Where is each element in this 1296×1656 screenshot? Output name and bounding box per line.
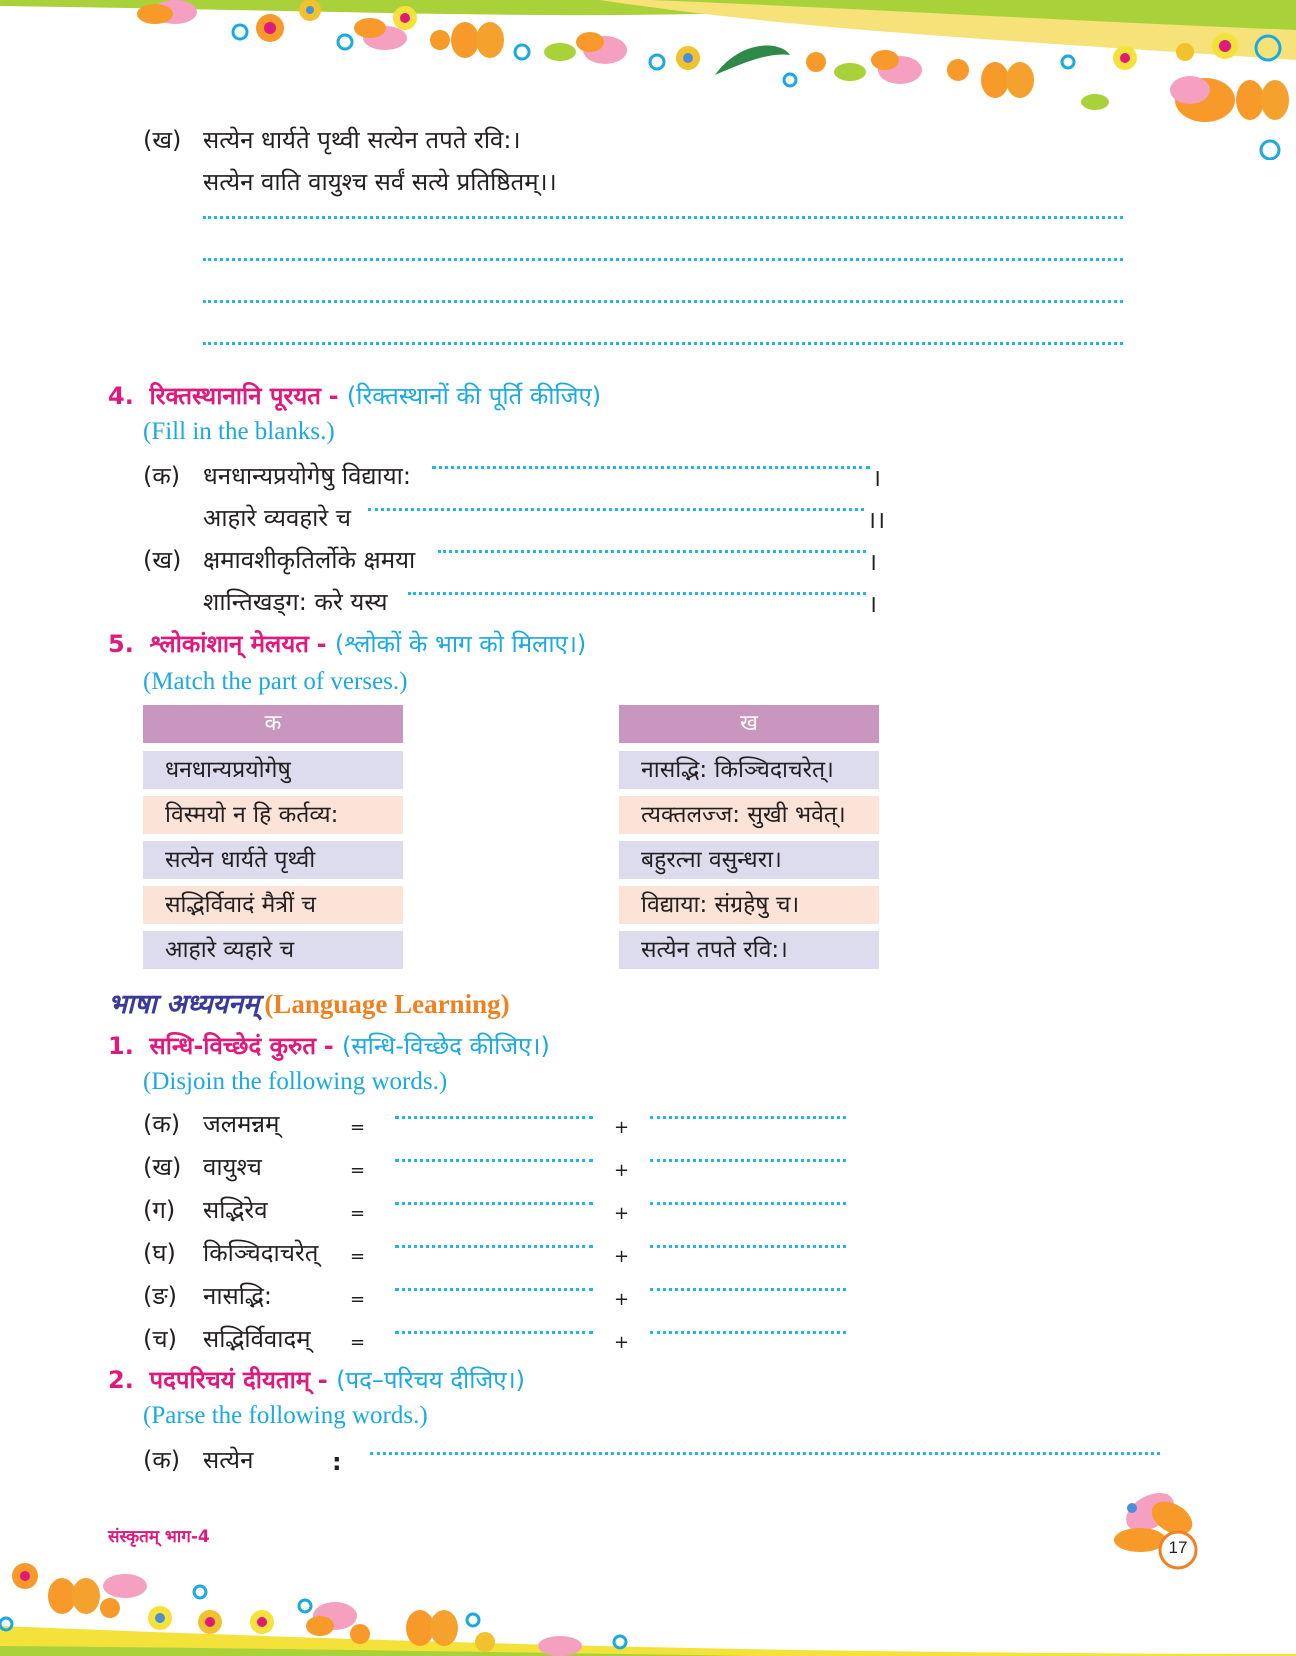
sandhi-word: नासद्भि: <box>203 1282 272 1310</box>
item-marker: (क) <box>143 1110 181 1138</box>
answer-line[interactable] <box>650 1202 846 1205</box>
answer-line[interactable] <box>203 300 1123 303</box>
blank-input[interactable] <box>438 550 866 553</box>
question-number: 4. <box>108 382 134 410</box>
question-hindi: (सन्धि-विच्छेद कीजिए।) <box>342 1032 550 1060</box>
section-heading <box>108 984 510 1021</box>
item-marker: (घ) <box>143 1239 176 1267</box>
blank-input[interactable] <box>368 508 864 511</box>
blank-text: धनधान्यप्रयोगेषु विद्याया: <box>203 462 411 490</box>
answer-line[interactable] <box>395 1116 593 1119</box>
column-a-header: क <box>143 705 403 743</box>
item-marker: (ग) <box>143 1196 176 1224</box>
answer-line[interactable] <box>370 1452 1160 1455</box>
item-marker: (ख) <box>143 546 182 574</box>
page-number: 17 <box>1168 1538 1188 1557</box>
question-hindi: (रिक्तस्थानों की पूर्ति कीजिए) <box>346 382 602 410</box>
column-b-header: ख <box>619 705 879 743</box>
question-title: पदपरिचयं दीयताम् <box>149 1366 311 1394</box>
item-marker: (ङ) <box>143 1282 178 1310</box>
match-right-item[interactable]: नासद्भि: किञ्चिदाचरेत्। <box>619 751 879 789</box>
book-title: संस्कृतम् भाग-4 <box>108 1527 210 1547</box>
danda: । <box>868 590 878 618</box>
sandhi-word: वायुश्च <box>203 1153 262 1181</box>
plus-sign: + <box>614 1117 630 1138</box>
danda: ।। <box>867 506 886 534</box>
question-hindi: (श्लोकों के भाग को मिलाए।) <box>334 630 587 658</box>
answer-line[interactable] <box>203 258 1123 261</box>
sandhi-word: जलमन्नम् <box>203 1110 280 1138</box>
answer-line[interactable] <box>395 1202 593 1205</box>
plus-sign: + <box>614 1289 630 1310</box>
equals-sign: = <box>350 1160 366 1181</box>
answer-line[interactable] <box>395 1159 593 1162</box>
equals-sign: = <box>350 1117 366 1138</box>
question-number: 1. <box>108 1032 134 1060</box>
match-right-item[interactable]: सत्येन तपते रवि:। <box>619 931 879 969</box>
parse-word: सत्येन <box>203 1446 254 1474</box>
equals-sign: = <box>350 1203 366 1224</box>
section-heading-hindi: भाषा अध्ययनम् <box>108 989 260 1020</box>
question-english: (Match the part of verses.) <box>143 668 408 695</box>
answer-line[interactable] <box>650 1159 846 1162</box>
answer-line[interactable] <box>650 1245 846 1248</box>
top-floral-border <box>0 0 1296 160</box>
match-right-item[interactable]: बहुरत्ना वसुन्धरा। <box>619 841 879 879</box>
question-english: (Disjoin the following words.) <box>143 1068 448 1095</box>
match-right-item[interactable]: विद्याया: संग्रहेषु च। <box>619 886 879 924</box>
answer-line[interactable] <box>203 342 1123 345</box>
question-english: (Parse the following words.) <box>143 1402 428 1429</box>
question-title: सन्धि-विच्छेदं कुरुत <box>149 1032 317 1060</box>
equals-sign: = <box>350 1289 366 1310</box>
match-left-item[interactable]: धनधान्यप्रयोगेषु <box>143 751 403 789</box>
danda: । <box>868 548 878 576</box>
match-right-item[interactable]: त्यक्तलज्ज: सुखी भवेत्। <box>619 796 879 834</box>
item-marker: (क) <box>143 462 181 490</box>
match-left-item[interactable]: विस्मयो न हि कर्तव्य: <box>143 796 403 834</box>
match-left-item[interactable]: सद्भिर्विवादं मैत्रीं च <box>143 886 403 924</box>
item-marker: (ख) <box>143 1153 182 1181</box>
danda: । <box>872 464 882 492</box>
answer-line[interactable] <box>650 1331 846 1334</box>
blank-input[interactable] <box>432 466 870 469</box>
plus-sign: + <box>614 1332 630 1353</box>
question-hindi: (पद–परिचय दीजिए।) <box>336 1366 526 1394</box>
answer-line[interactable] <box>203 216 1123 219</box>
blank-text: शान्तिखड्ग: करे यस्य <box>203 588 388 616</box>
blank-input[interactable] <box>408 592 866 595</box>
blank-text: आहारे व्यवहारे च <box>203 504 352 532</box>
item-marker: (ख) <box>143 126 182 154</box>
sandhi-word: सद्भिरेव <box>203 1196 268 1224</box>
answer-line[interactable] <box>395 1288 593 1291</box>
answer-line[interactable] <box>395 1331 593 1334</box>
question-4-heading: 4. रिक्तस्थानानि पूरयत - (रिक्तस्थानों की पूर्ति कीजिए) <box>108 382 602 410</box>
question-title: रिक्तस्थानानि पूरयत <box>149 382 321 410</box>
sandhi-word: किञ्चिदाचरेत् <box>203 1239 319 1267</box>
equals-sign: = <box>350 1332 366 1353</box>
colon: : <box>332 1448 342 1476</box>
question-number: 2. <box>108 1366 134 1394</box>
item-marker: (च) <box>143 1325 177 1353</box>
bottom-floral-border <box>0 1556 1296 1656</box>
blank-text: क्षमावशीकृतिर्लोके क्षमया <box>203 546 416 574</box>
language-question-1-heading: 1. सन्धि-विच्छेदं कुरुत - (सन्धि-विच्छेद कीजिए।) <box>108 1032 550 1060</box>
verse-line: सत्येन वाति वायुश्च सर्वं सत्ये प्रतिष्ठितम्।। <box>203 168 557 196</box>
question-5-heading: 5. श्लोकांशान् मेलयत - (श्लोकों के भाग को मिलाए।) <box>108 630 587 658</box>
question-number: 5. <box>108 630 134 658</box>
answer-line[interactable] <box>395 1245 593 1248</box>
language-question-2-heading: 2. पदपरिचयं दीयताम् - (पद–परिचय दीजिए।) <box>108 1366 526 1394</box>
equals-sign: = <box>350 1246 366 1267</box>
plus-sign: + <box>614 1246 630 1267</box>
answer-line[interactable] <box>650 1288 846 1291</box>
question-english: (Fill in the blanks.) <box>143 418 335 445</box>
match-left-item[interactable]: आहारे व्यहारे च <box>143 931 403 969</box>
question-title: श्लोकांशान् मेलयत <box>149 630 309 658</box>
match-left-item[interactable]: सत्येन धार्यते पृथ्वी <box>143 841 403 879</box>
answer-line[interactable] <box>650 1116 846 1119</box>
item-marker: (क) <box>143 1446 181 1474</box>
sandhi-word: सद्भिर्विवादम् <box>203 1325 311 1353</box>
verse-line: सत्येन धार्यते पृथ्वी सत्येन तपते रवि:। <box>203 126 521 154</box>
plus-sign: + <box>614 1203 630 1224</box>
plus-sign: + <box>614 1160 630 1181</box>
section-heading-english: (Language Learning) <box>264 989 510 1019</box>
